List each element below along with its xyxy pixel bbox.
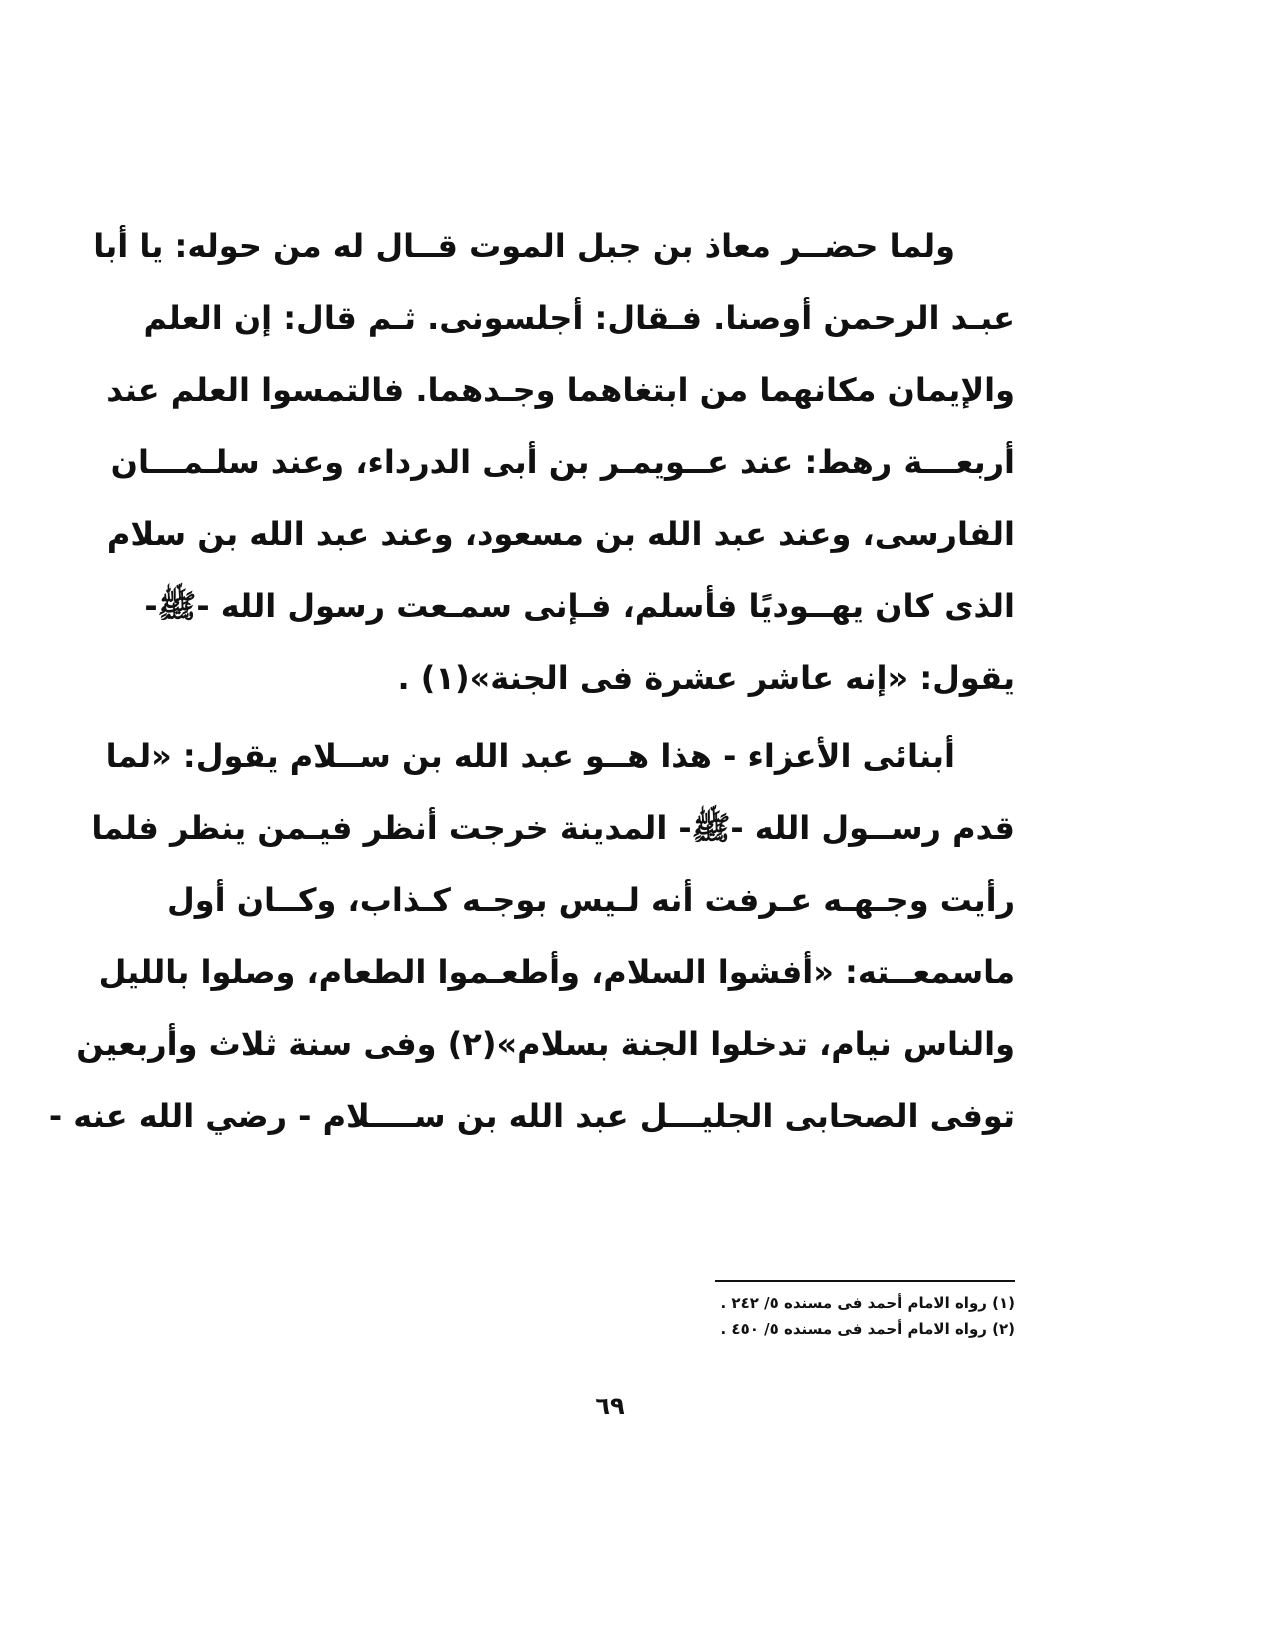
footnote-1: (١) رواه الامام أحمد فى مسنده ٥/ ٢٤٢ . [720,1294,1015,1312]
text-line: الفارسى، وعند عبد الله بن مسعود، وعند عبد الله بن سلام [106,515,1015,553]
text-line: الذى كان يهــوديًا فأسلم، فـإنى سمـعت رسول الله -ﷺ- [144,587,1015,625]
text-line: والناس نيام، تدخلوا الجنة بسلام»(٢) وفى سنة ثلاث وأربعين [76,1025,1015,1063]
text-line: توفى الصحابى الجليـــل عبد الله بن ســــلام - رضي الله عنه - [48,1097,1015,1135]
text-line: أربعـــة رهط: عند عــويمـر بن أبى الدرداء، وعند سلـمـــان [110,443,1015,481]
text-line: عبـد الرحمن أوصنا. فـقال: أجلسونى. ثـم قال: إن العلم [143,299,1015,337]
text-line: ماسمعــته: «أفشوا السلام، وأطعـموا الطعام، وصلوا بالليل [98,953,1015,991]
paragraph-2 [48,720,1015,1152]
page-number: ٦٩ [595,1392,625,1420]
footnote-2: (٢) رواه الامام أحمد فى مسنده ٥/ ٤٥٠ . [720,1320,1015,1338]
footnote-divider [715,1280,1015,1282]
paragraph-1 [93,210,1015,714]
text-line: يقول: «إنه عاشر عشرة فى الجنة»(١) . [397,659,1015,697]
text-line: والإيمان مكانهما من ابتغاهما وجـدهما. فالتمسوا العلم عند [106,371,1015,409]
text-line: ولما حضــر معاذ بن جبل الموت قــال له من حوله: يا أبا [93,227,955,265]
text-line: رأيت وجـهـه عـرفت أنه لـيس بوجـه كـذاب، وكــان أول [166,881,1015,919]
text-line: أبنائى الأعزاء - هذا هــو عبد الله بن ســلام يقول: «لما [105,737,955,775]
text-line: قدم رســول الله -ﷺ- المدينة خرجت أنظر فيـمن ينظر فلما [91,809,1015,847]
footnotes [680,1290,1015,1342]
